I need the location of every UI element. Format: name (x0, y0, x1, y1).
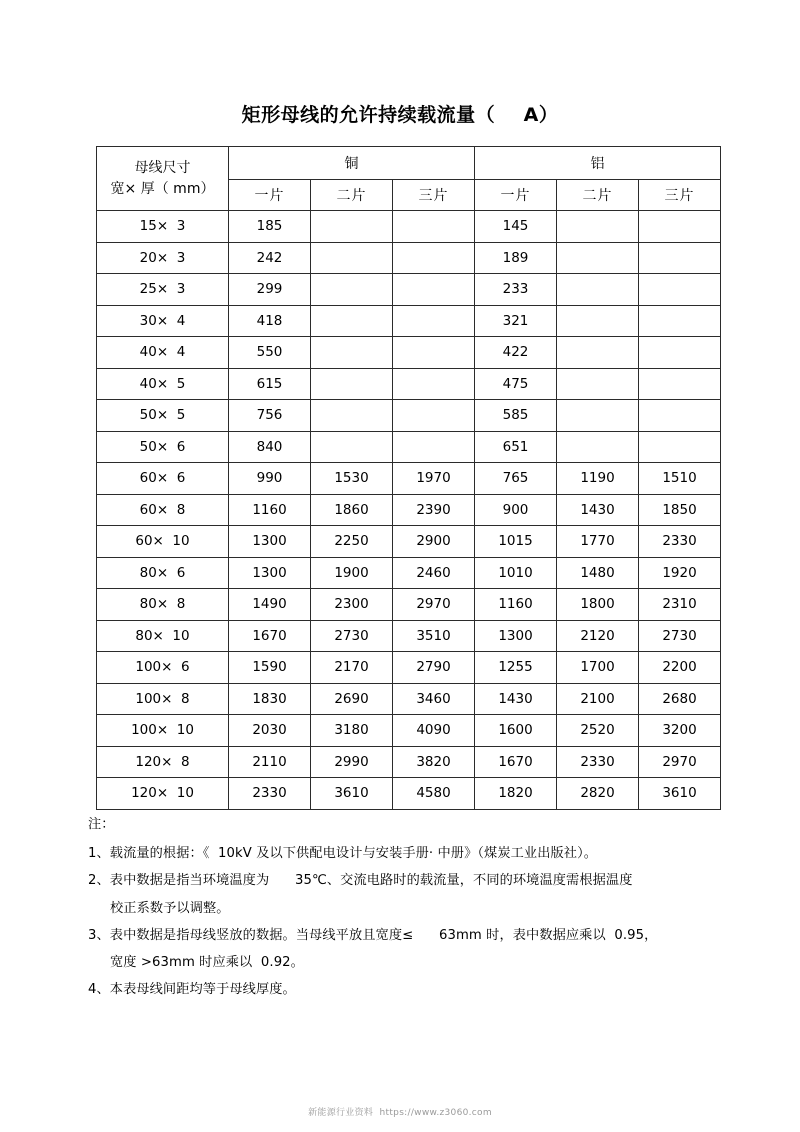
ampacity-table-container (96, 146, 720, 810)
cell-al2 (557, 337, 639, 369)
cell-al1: 1600 (475, 715, 557, 747)
cell-al1: 1160 (475, 589, 557, 621)
cell-al1: 651 (475, 431, 557, 463)
cell-al3 (639, 400, 721, 432)
cell-al1: 321 (475, 305, 557, 337)
header-aluminum-two: 二片 (557, 180, 639, 211)
cell-al3: 3610 (639, 778, 721, 810)
cell-cu2 (311, 431, 393, 463)
cell-cu2 (311, 337, 393, 369)
table-header-row-groups (97, 147, 721, 180)
cell-al3 (639, 305, 721, 337)
cell-busbar-size: 80× 10 (97, 620, 229, 652)
cell-al1: 422 (475, 337, 557, 369)
cell-al3: 1510 (639, 463, 721, 495)
cell-al2: 2520 (557, 715, 639, 747)
header-aluminum-one: 一片 (475, 180, 557, 211)
cell-cu2: 1900 (311, 557, 393, 589)
table-row (97, 620, 721, 652)
table-row (97, 368, 721, 400)
cell-cu2: 1860 (311, 494, 393, 526)
table-body (97, 211, 721, 810)
cell-al3 (639, 211, 721, 243)
cell-cu2: 2250 (311, 526, 393, 558)
cell-busbar-size: 50× 5 (97, 400, 229, 432)
cell-cu1: 840 (229, 431, 311, 463)
table-header (97, 147, 721, 211)
cell-al1: 1300 (475, 620, 557, 652)
cell-cu3 (393, 431, 475, 463)
cell-al2: 1800 (557, 589, 639, 621)
notes-heading: 注： (88, 817, 115, 832)
cell-cu1: 2110 (229, 746, 311, 778)
cell-al3 (639, 242, 721, 274)
cell-cu2 (311, 305, 393, 337)
cell-busbar-size: 60× 6 (97, 463, 229, 495)
cell-al2 (557, 305, 639, 337)
cell-al1: 1670 (475, 746, 557, 778)
cell-busbar-size: 15× 3 (97, 211, 229, 243)
table-row (97, 494, 721, 526)
note-item-2: 2、表中数据是指当环境温度为 35℃、交流电路时的载流量，不同的环境温度需根据温度 (88, 873, 633, 889)
cell-cu3 (393, 211, 475, 243)
cell-busbar-size: 100× 10 (97, 715, 229, 747)
cell-al2: 1430 (557, 494, 639, 526)
note-item-2-cont: 校正系数予以调整。 (110, 900, 230, 916)
cell-al2: 2820 (557, 778, 639, 810)
table-row (97, 400, 721, 432)
table-row (97, 274, 721, 306)
cell-cu3: 4090 (393, 715, 475, 747)
header-aluminum-three: 三片 (639, 180, 721, 211)
cell-cu3: 3510 (393, 620, 475, 652)
table-row (97, 652, 721, 684)
cell-cu1: 2030 (229, 715, 311, 747)
cell-cu3: 3460 (393, 683, 475, 715)
header-group-copper: 铜 (229, 147, 475, 180)
cell-busbar-size: 40× 5 (97, 368, 229, 400)
cell-al1: 1010 (475, 557, 557, 589)
cell-cu3: 3820 (393, 746, 475, 778)
cell-cu1: 1670 (229, 620, 311, 652)
cell-busbar-size: 20× 3 (97, 242, 229, 274)
cell-al1: 189 (475, 242, 557, 274)
cell-cu3: 2790 (393, 652, 475, 684)
cell-cu2: 2300 (311, 589, 393, 621)
cell-cu3: 2390 (393, 494, 475, 526)
cell-cu2 (311, 400, 393, 432)
cell-busbar-size: 25× 3 (97, 274, 229, 306)
cell-cu1: 1830 (229, 683, 311, 715)
cell-al2 (557, 274, 639, 306)
cell-al3 (639, 337, 721, 369)
cell-al2: 1480 (557, 557, 639, 589)
cell-cu3: 4580 (393, 778, 475, 810)
table-row (97, 557, 721, 589)
cell-cu1: 550 (229, 337, 311, 369)
cell-busbar-size: 30× 4 (97, 305, 229, 337)
cell-busbar-size: 100× 8 (97, 683, 229, 715)
cell-cu1: 418 (229, 305, 311, 337)
header-copper-two: 二片 (311, 180, 393, 211)
cell-al2 (557, 400, 639, 432)
cell-al1: 233 (475, 274, 557, 306)
table-row (97, 337, 721, 369)
cell-cu3 (393, 242, 475, 274)
cell-al3: 2330 (639, 526, 721, 558)
cell-al1: 1430 (475, 683, 557, 715)
table-row (97, 211, 721, 243)
table-row (97, 683, 721, 715)
cell-busbar-size: 80× 6 (97, 557, 229, 589)
cell-al1: 475 (475, 368, 557, 400)
cell-al1: 1015 (475, 526, 557, 558)
cell-al2: 2330 (557, 746, 639, 778)
cell-al3 (639, 431, 721, 463)
cell-busbar-size: 60× 10 (97, 526, 229, 558)
table-row (97, 463, 721, 495)
header-group-aluminum: 铝 (475, 147, 721, 180)
cell-busbar-size: 80× 8 (97, 589, 229, 621)
cell-cu1: 242 (229, 242, 311, 274)
cell-al3: 1850 (639, 494, 721, 526)
header-copper-three: 三片 (393, 180, 475, 211)
cell-cu1: 756 (229, 400, 311, 432)
cell-cu2: 3180 (311, 715, 393, 747)
cell-al3: 1920 (639, 557, 721, 589)
cell-cu2: 1530 (311, 463, 393, 495)
page-title: 矩形母线的允许持续载流量（ A） (241, 104, 559, 126)
cell-al1: 900 (475, 494, 557, 526)
cell-al3: 2310 (639, 589, 721, 621)
cell-cu3 (393, 305, 475, 337)
cell-al2: 1190 (557, 463, 639, 495)
cell-al1: 145 (475, 211, 557, 243)
cell-cu3 (393, 400, 475, 432)
cell-al3: 2970 (639, 746, 721, 778)
table-row (97, 715, 721, 747)
table-row (97, 589, 721, 621)
cell-cu3: 2460 (393, 557, 475, 589)
cell-al3 (639, 274, 721, 306)
cell-al2: 1700 (557, 652, 639, 684)
cell-cu1: 299 (229, 274, 311, 306)
cell-cu2: 2990 (311, 746, 393, 778)
cell-cu2: 2730 (311, 620, 393, 652)
table-row (97, 305, 721, 337)
cell-al1: 1255 (475, 652, 557, 684)
cell-al2 (557, 211, 639, 243)
cell-cu3: 1970 (393, 463, 475, 495)
cell-al3 (639, 368, 721, 400)
cell-cu2 (311, 242, 393, 274)
cell-cu1: 1300 (229, 557, 311, 589)
cell-cu1: 2330 (229, 778, 311, 810)
ampacity-table (96, 146, 721, 810)
cell-al3: 3200 (639, 715, 721, 747)
cell-cu1: 1490 (229, 589, 311, 621)
cell-cu2: 2690 (311, 683, 393, 715)
table-row (97, 778, 721, 810)
cell-al1: 1820 (475, 778, 557, 810)
cell-cu2 (311, 368, 393, 400)
cell-al2: 1770 (557, 526, 639, 558)
cell-al2: 2100 (557, 683, 639, 715)
cell-al1: 585 (475, 400, 557, 432)
cell-al3: 2200 (639, 652, 721, 684)
cell-cu3 (393, 337, 475, 369)
cell-al2: 2120 (557, 620, 639, 652)
cell-busbar-size: 100× 6 (97, 652, 229, 684)
cell-cu2: 2170 (311, 652, 393, 684)
cell-al3: 2730 (639, 620, 721, 652)
cell-cu1: 990 (229, 463, 311, 495)
cell-al3: 2680 (639, 683, 721, 715)
cell-al2 (557, 431, 639, 463)
header-busbar-size (97, 147, 229, 211)
cell-cu1: 185 (229, 211, 311, 243)
cell-al1: 765 (475, 463, 557, 495)
table-row (97, 242, 721, 274)
cell-cu1: 1160 (229, 494, 311, 526)
cell-cu2 (311, 274, 393, 306)
cell-cu2 (311, 211, 393, 243)
footer-watermark: 新能源行业资料 https://www.z3060.com (308, 1108, 492, 1118)
cell-cu3 (393, 368, 475, 400)
header-size-line2: 宽× 厚（ mm） (110, 180, 215, 197)
header-size-line1: 母线尺寸 (134, 160, 191, 177)
cell-cu3: 2970 (393, 589, 475, 621)
table-row (97, 746, 721, 778)
cell-cu1: 1590 (229, 652, 311, 684)
table-row (97, 526, 721, 558)
cell-al2 (557, 242, 639, 274)
cell-al2 (557, 368, 639, 400)
note-item-3: 3、表中数据是指母线竖放的数据。当母线平放且宽度≤ 63mm 时，表中数据应乘以 0.95， (88, 927, 658, 943)
cell-cu3: 2900 (393, 526, 475, 558)
note-item-3-cont: 宽度 >63mm 时应乘以 0.92。 (110, 955, 304, 971)
cell-cu1: 1300 (229, 526, 311, 558)
cell-busbar-size: 60× 8 (97, 494, 229, 526)
header-copper-one: 一片 (229, 180, 311, 211)
cell-busbar-size: 120× 10 (97, 778, 229, 810)
cell-cu2: 3610 (311, 778, 393, 810)
note-item-4: 4、本表母线间距均等于母线厚度。 (88, 982, 296, 998)
cell-busbar-size: 50× 6 (97, 431, 229, 463)
note-item-1: 1、载流量的根据：《 10kV 及以下供配电设计与安装手册· 中册》（煤炭工业出版社）。 (88, 846, 598, 862)
cell-cu1: 615 (229, 368, 311, 400)
table-row (97, 431, 721, 463)
cell-cu3 (393, 274, 475, 306)
notes-section (88, 818, 748, 1010)
cell-busbar-size: 120× 8 (97, 746, 229, 778)
cell-busbar-size: 40× 4 (97, 337, 229, 369)
